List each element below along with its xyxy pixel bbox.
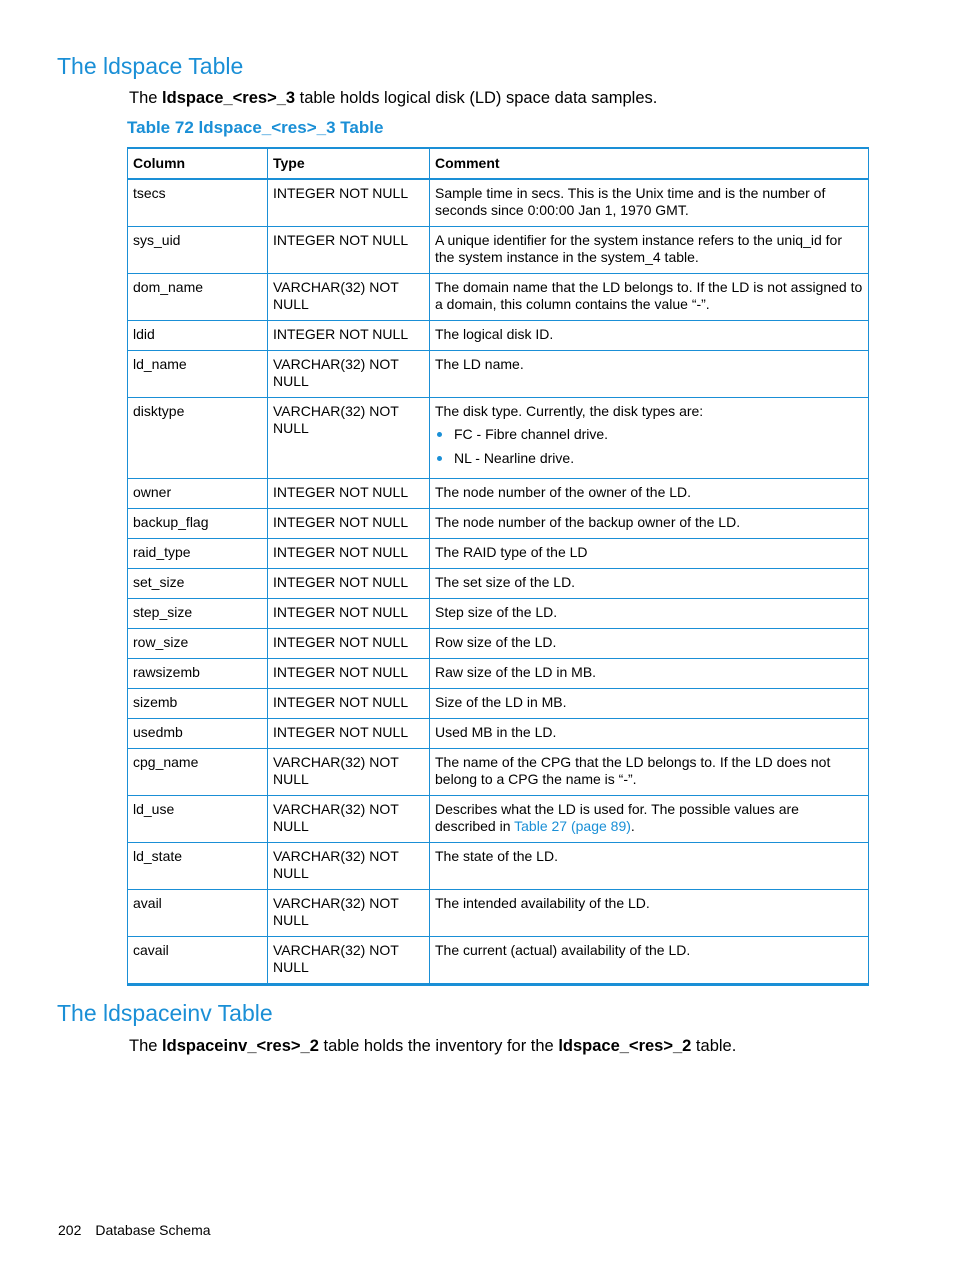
cell-column: tsecs [128,179,268,227]
cell-comment [430,351,869,398]
section-intro-ldspaceinv: The ldspaceinv_<res>_2 table holds the inventory for the ldspace_<res>_2 table. [129,1037,737,1055]
cell-column: sys_uid [128,227,268,274]
comment-text: The name of the CPG that the LD belongs to. If the LD does not belong to a CPG the name is “-”. [435,754,831,787]
cell-column: step_size [128,599,268,629]
table-row [128,274,869,321]
bullet-item: FC - Fibre channel drive. [435,426,863,443]
page-number: 202 [58,1222,82,1238]
cell-column: raid_type [128,539,268,569]
comment-text: The set size of the LD. [435,574,576,590]
table-row [128,843,869,890]
cell-column: ldid [128,321,268,351]
cell-type: INTEGER NOT NULL [268,321,430,351]
cell-type: VARCHAR(32) NOT NULL [268,749,430,796]
cell-type: INTEGER NOT NULL [268,719,430,749]
section-heading-ldspace: The ldspace Table [57,53,244,79]
comment-text: Sample time in secs. This is the Unix time and is the number of seconds since 0:00:00 Jan 1, 1970 GMT. [435,185,826,218]
bullet-list [435,426,863,467]
cell-column: ld_state [128,843,268,890]
cell-column: cpg_name [128,749,268,796]
cell-column: set_size [128,569,268,599]
cell-comment [430,719,869,749]
cell-type: INTEGER NOT NULL [268,689,430,719]
comment-text: Describes what the LD is used for. The possible values are described in [435,801,799,834]
table-row [128,719,869,749]
cell-type: VARCHAR(32) NOT NULL [268,274,430,321]
comment-text: The intended availability of the LD. [435,895,650,911]
table-row [128,479,869,509]
cell-type: INTEGER NOT NULL [268,227,430,274]
table-row [128,689,869,719]
cell-column: row_size [128,629,268,659]
cell-comment [430,479,869,509]
cell-column: backup_flag [128,509,268,539]
cell-comment [430,749,869,796]
cell-column: cavail [128,937,268,985]
cell-type: VARCHAR(32) NOT NULL [268,843,430,890]
column-header-type: Type [268,148,430,179]
cell-type: INTEGER NOT NULL [268,479,430,509]
table-row [128,599,869,629]
cell-comment [430,890,869,937]
cell-comment [430,599,869,629]
table-row [128,321,869,351]
cell-type: INTEGER NOT NULL [268,629,430,659]
cell-type: INTEGER NOT NULL [268,539,430,569]
comment-text: The RAID type of the LD [435,544,588,560]
cell-comment [430,539,869,569]
section-heading-ldspaceinv: The ldspaceinv Table [57,1000,273,1026]
cell-comment [430,569,869,599]
cell-type: INTEGER NOT NULL [268,659,430,689]
table-header-row [128,148,869,179]
comment-text: The node number of the owner of the LD. [435,484,692,500]
cell-comment [430,509,869,539]
comment-text: Row size of the LD. [435,634,557,650]
cell-comment [430,629,869,659]
cell-column: dom_name [128,274,268,321]
comment-text: Raw size of the LD in MB. [435,664,597,680]
cell-comment [430,689,869,719]
table-row [128,179,869,227]
ldspace-table [127,147,869,986]
cell-column: avail [128,890,268,937]
cell-type: VARCHAR(32) NOT NULL [268,398,430,479]
table-row [128,227,869,274]
comment-text: Step size of the LD. [435,604,558,620]
cell-comment [430,796,869,843]
table-row [128,659,869,689]
cell-comment [430,321,869,351]
comment-text: The state of the LD. [435,848,558,864]
table-row [128,569,869,599]
comment-text-end: . [630,818,635,834]
cell-comment [430,179,869,227]
page-footer [58,1222,211,1238]
cell-comment [430,274,869,321]
cell-comment [430,843,869,890]
cell-type: INTEGER NOT NULL [268,599,430,629]
comment-text: Used MB in the LD. [435,724,557,740]
comment-text: The node number of the backup owner of the LD. [435,514,741,530]
comment-text: A unique identifier for the system instance refers to the uniq_id for the system instance in the system_4 table. [435,232,843,265]
comment-text: The LD name. [435,356,524,372]
column-header-comment: Comment [430,148,869,179]
table-reference-link[interactable]: Table 27 (page 89) [514,818,631,834]
footer-section: Database Schema [95,1222,211,1238]
cell-column: ld_use [128,796,268,843]
comment-text: The disk type. Currently, the disk types are: [435,403,704,419]
table-row [128,398,869,479]
section-intro-ldspace: The ldspace_<res>_3 table holds logical disk (LD) space data samples. [129,89,658,107]
table-row [128,937,869,985]
column-header-column: Column [128,148,268,179]
table-caption: Table 72 ldspace_<res>_3 Table [127,118,384,137]
cell-column: usedmb [128,719,268,749]
comment-text: The current (actual) availability of the LD. [435,942,691,958]
cell-column: rawsizemb [128,659,268,689]
cell-type: INTEGER NOT NULL [268,569,430,599]
cell-column: sizemb [128,689,268,719]
cell-type: INTEGER NOT NULL [268,509,430,539]
table-row [128,796,869,843]
cell-column: disktype [128,398,268,479]
comment-text: Size of the LD in MB. [435,694,567,710]
comment-text: The logical disk ID. [435,326,554,342]
table-name: ldspaceinv_<res>_2 [162,1037,319,1055]
cell-comment [430,937,869,985]
table-row [128,629,869,659]
table-row [128,351,869,398]
table-row [128,539,869,569]
cell-column: ld_name [128,351,268,398]
comment-text: The domain name that the LD belongs to. If the LD is not assigned to a domain, this column contains the value “-”. [435,279,863,312]
cell-type: VARCHAR(32) NOT NULL [268,890,430,937]
cell-type: INTEGER NOT NULL [268,179,430,227]
table-row [128,509,869,539]
cell-type: VARCHAR(32) NOT NULL [268,351,430,398]
table-name: ldspace_<res>_2 [558,1037,692,1055]
cell-comment [430,227,869,274]
cell-comment [430,659,869,689]
cell-type: VARCHAR(32) NOT NULL [268,796,430,843]
cell-column: owner [128,479,268,509]
table-row [128,890,869,937]
cell-type: VARCHAR(32) NOT NULL [268,937,430,985]
cell-comment [430,398,869,479]
bullet-item: NL - Nearline drive. [435,450,863,467]
table-name: ldspace_<res>_3 [162,89,296,107]
table-row [128,749,869,796]
